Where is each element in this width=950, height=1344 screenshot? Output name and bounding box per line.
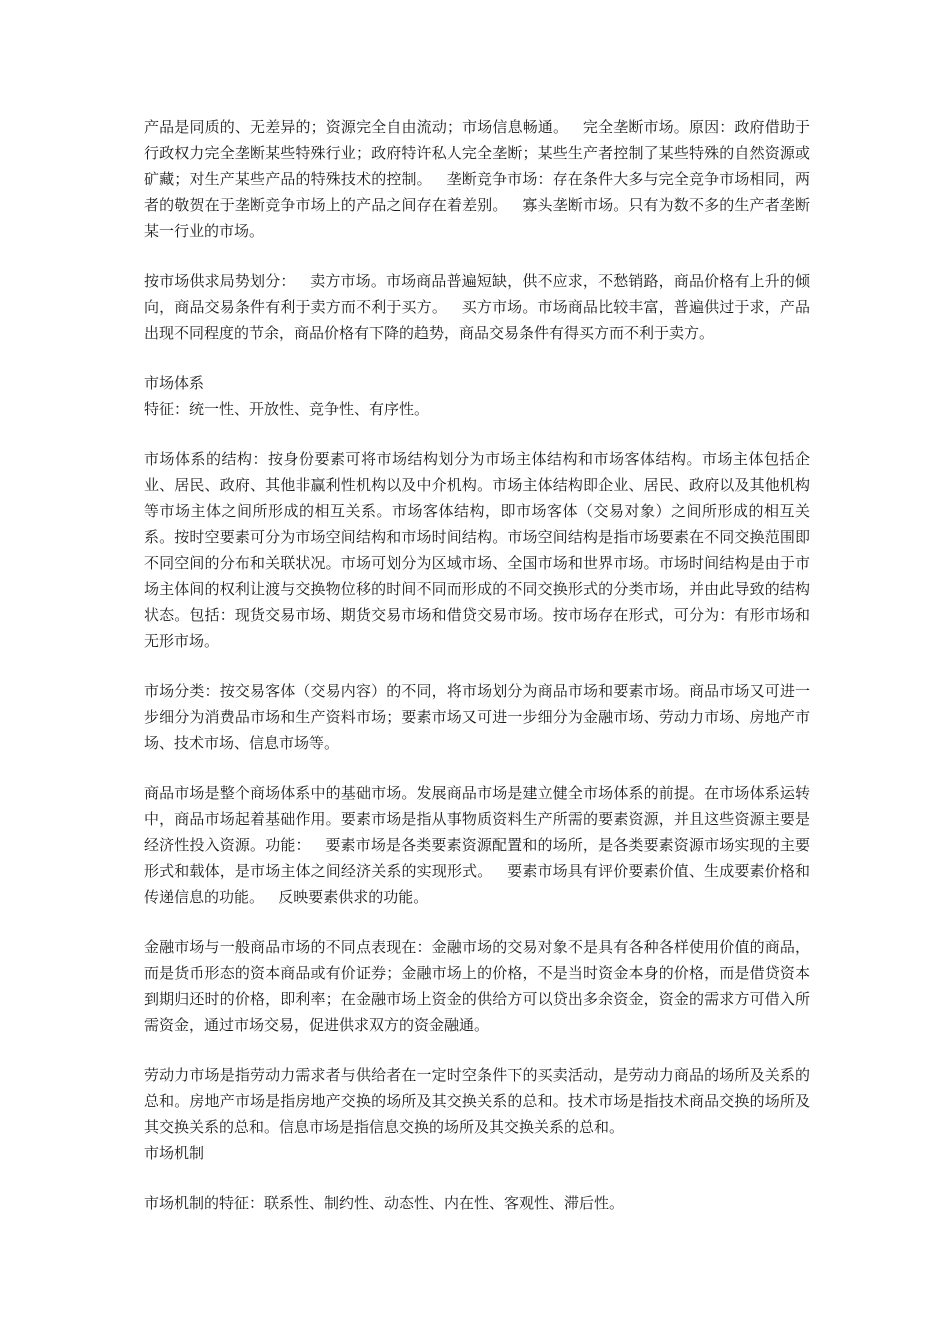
heading-market-mechanism: 市场机制	[144, 1144, 205, 1162]
heading-market-system: 市场体系	[144, 374, 205, 392]
paragraph-classification: 市场分类：按交易客体（交易内容）的不同，将市场划分为商品市场和要素市场。商品市场又可进一步细分为消费品市场和生产资料市场；要素市场又可进一步细分为金融市场、劳动力市场、房地产市场、技术市场、信息市场等。	[144, 682, 810, 752]
paragraph-features: 特征：统一性、开放性、竞争性、有序性。	[144, 400, 430, 418]
paragraph-supply-demand: 按市场供求局势划分： 卖方市场。市场商品普遍短缺，供不应求，不愁销路，商品价格有上升的倾向，商品交易条件有利于卖方而不利于买方。 买方市场。市场商品比较丰富，普遍供过于求，产品出现不同程度的节余，商品价格有下降的趋势，商品交易条件有得买方而不利于卖方。	[144, 272, 810, 342]
paragraph-labor-market: 劳动力市场是指劳动力需求者与供给者在一定时空条件下的买卖活动，是劳动力商品的场所及关系的总和。房地产市场是指房地产交换的场所及其交换关系的总和。技术市场是指技术商品交换的场所及其交换关系的总和。信息市场是指信息交换的场所及其交换关系的总和。	[144, 1066, 810, 1136]
paragraph-financial-market: 金融市场与一般商品市场的不同点表现在：金融市场的交易对象不是具有各种各样使用价值的商品，而是货币形态的资本商品或有价证券；金融市场上的价格，不是当时资金本身的价格，而是借贷资本到期归还时的价格，即利率；在金融市场上资金的供给方可以贷出多余资金，资金的需求方可借入所需资金，通过市场交易，促进供求双方的资金融通。	[144, 938, 810, 1034]
paragraph-mechanism-features: 市场机制的特征：联系性、制约性、动态性、内在性、客观性、滞后性。	[144, 1194, 625, 1212]
paragraph-commodity-market: 商品市场是整个商场体系中的基础市场。发展商品市场是建立健全市场体系的前提。在市场体系运转中，商品市场起着基础作用。要素市场是指从事物质资料生产所需的要素资源，并且这些资源主要是经济性投入资源。功能： 要素市场是各类要素资源配置和的场所，是各类要素资源市场实现的主要形式和载体，是市场主体之间经济关系的实现形式。 要素市场具有评价要素价值、生成要素价格和传递信息的功能。 反映要素供求的功能。	[144, 784, 810, 906]
paragraph-system-structure: 市场体系的结构：按身份要素可将市场结构划分为市场主体结构和市场客体结构。市场主体包括企业、居民、政府、其他非赢利性机构以及中介机构。市场主体结构即企业、居民、政府以及其他机构等市场主体之间所形成的相互关系。市场客体结构，即市场客体（交易对象）之间所形成的相互关系。按时空要素可分为市场空间结构和市场时间结构。市场空间结构是指市场要素在不同交换范围即不同空间的分布和关联状况。市场可划分为区域市场、全国市场和世界市场。市场时间结构是由于市场主体间的权利让渡与交换物位移的时间不同而形成的不同交换形式的分类市场，并由此导致的结构状态。包括：现货交易市场、期货交易市场和借贷交易市场。按市场存在形式，可分为：有形市场和无形市场。	[144, 450, 810, 650]
document-page	[144, 114, 810, 1240]
paragraph-market-types: 产品是同质的、无差异的；资源完全自由流动；市场信息畅通。 完全垄断市场。原因：政府借助于行政权力完全垄断某些特殊行业；政府特许私人完全垄断；某些生产者控制了某些特殊的自然资源或矿藏；对生产某些产品的特殊技术的控制。 垄断竞争市场：存在条件大多与完全竞争市场相同，两者的敬贺在于垄断竞争市场上的产品之间存在着差别。 寡头垄断市场。只有为数不多的生产者垄断某一行业的市场。	[144, 118, 810, 240]
